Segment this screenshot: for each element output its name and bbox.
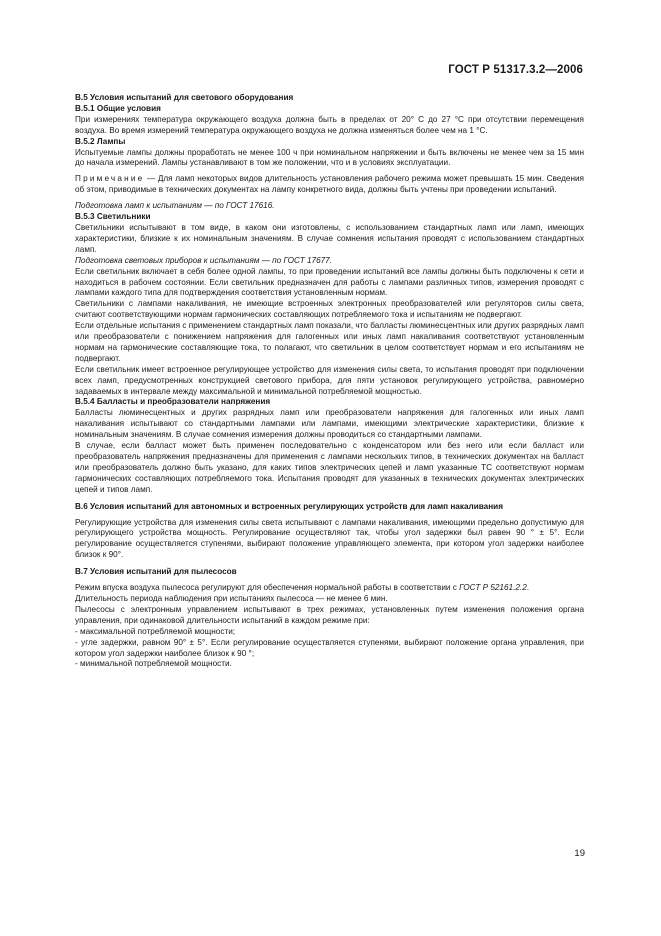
paragraph: Пылесосы с электронным управлением испытывают в трех режимах, установленных путем изменения положения органа управления, при одинаковой длительности испытаний в каждом режиме при: — [75, 604, 584, 625]
document-number: ГОСТ Р 51317.3.2—2006 — [448, 64, 583, 76]
paragraph: В случае, если балласт может быть применен последовательно с конденсатором или без него или если балласт или преобразователь напряжения предназначены для применения с лампами нескольких типов, в технических документах на балласт или преобразователь должно быть указано, для каких типов электрических цепей и ламп указанные ТС соответствуют нормам гармонических составляющих потребляемого тока. Испытания проводят для указанных в технических документах электрических цепей и типов ламп. — [75, 441, 584, 494]
section-b7-heading: B.7 Условия испытаний для пылесосов — [75, 567, 237, 577]
paragraph: Если светильник включает в себя более одной лампы, то при проведении испытаний все лампы должны быть подключены к сети и находиться в рабочем состоянии. Если светильник предназначен для работы с лампами различных типов, измерения проводят с лампами каждого типа для подтверждения соответствия установленным нормам. — [75, 266, 584, 298]
paragraph: Длительность периода наблюдения при испытаниях пылесоса — не менее 6 мин. — [75, 593, 388, 603]
section-b51-heading: B.5.1 Общие условия — [75, 103, 161, 113]
paragraph: Режим впуска воздуха пылесоса регулируют для обеспечения нормальной работы в соответствии с ГОСТ Р 52161.2.2. — [75, 583, 530, 593]
note-text: — Для ламп некоторых видов длительность установления рабочего режима может превышать 15 мин. Сведения об этом, приводимые в технических документах на лампу конкретного вида, должны быть учтены при проведении испытаний. — [75, 174, 584, 195]
paragraph: Балласты люминесцентных и других разрядных ламп или преобразователи напряжения для галогенных или иных ламп накаливания испытывают со стандартными лампами или лампами, имеющими электрические характеристики, близкие к номинальным значениям. В случае сомнения измерения должны проводиться со стандартными лампами. — [75, 408, 584, 440]
page-number: 19 — [574, 848, 585, 859]
standard-reference: ГОСТ Р 52161.2.2 — [459, 583, 527, 593]
note-label: Примечание — [75, 174, 145, 184]
document-body — [75, 93, 584, 670]
paragraph: Светильники испытывают в том виде, в каком они изготовлены, с использованием стандартных ламп или ламп, имеющих характеристики, близкие к их номинальным значениям. В случае сомнения испытания проводят с использованием стандартных ламп. — [75, 222, 584, 254]
section-b52-heading: B.5.2 Лампы — [75, 136, 126, 146]
luminaire-preparation-note: Подготовка световых приборов к испытаниям — по ГОСТ 17677. — [75, 255, 333, 265]
section-b54-heading: B.5.4 Балласты и преобразователи напряжения — [75, 397, 271, 407]
list-item: - минимальной потребляемой мощности. — [75, 659, 232, 669]
lamp-preparation-note: Подготовка ламп к испытаниям — по ГОСТ 17616. — [75, 201, 275, 211]
paragraph: Если светильник имеет встроенное регулирующее устройство для изменения силы света, то испытания проводят при подключении всех ламп, предусмотренных конструкцией светового прибора, для пяти установок регулирующего устройства, равномерно задаваемых в интервале между максимальной и минимальной потребляемой мощностью. — [75, 364, 584, 396]
paragraph: Регулирующие устройства для изменения силы света испытывают с лампами накаливания, имеющими предельно допустимую для регулирующего устройства мощность. Регулирование осуществляют так, чтобы угол задержки был равен 90 ° ± 5°. Если регулирование осуществляется ступенями, выбирают положение управляющего элемента, при котором угол задержки наиболее близок к 90°. — [75, 517, 584, 560]
paragraph: При измерениях температура окружающего воздуха должна быть в пределах от 20° С до 27 °С при отсутствии перемещения воздуха. Во время измерений температура окружающего воздуха не должна изменяться более чем на 1 °С. — [75, 114, 584, 135]
note-paragraph — [75, 174, 584, 196]
section-b53-heading: B.5.3 Светильники — [75, 212, 151, 222]
paragraph: Испытуемые лампы должны проработать не менее 100 ч при номинальном напряжении и быть включены не менее чем за 15 мин до начала измерений. Лампы устанавливают в том же положении, что и в условиях эксплуатации. — [75, 147, 584, 168]
list-item: - угле задержки, равном 90° ± 5°. Если регулирование осуществляется ступенями, выбирают положение органа управления, при котором угол задержки наиболее близок к 90 °; — [75, 637, 584, 658]
paragraph: Если отдельные испытания с применением стандартных ламп показали, что балласты люминесцентных или других разрядных ламп или преобразователи с понижением напряжения для галогенных или иных ламп накаливания соответствуют установленным нормам на гармонические составляющие тока, то полагают, что светильник в целом соответствует нормам и его испытаниям не подвергают. — [75, 321, 584, 363]
section-b5-heading: B.5 Условия испытаний для светового оборудования — [75, 93, 294, 102]
list-item: - максимальной потребляемой мощности; — [75, 626, 236, 636]
paragraph: Светильники с лампами накаливания, не имеющие встроенных электронных преобразователей или регуляторов силы света, считают соответствующими нормам гармонических составляющих потребляемого тока и испытаниям не подвергают. — [75, 299, 584, 320]
section-b6-heading: B.6 Условия испытаний для автономных и встроенных регулирующих устройств для ламп накаливания — [75, 501, 503, 511]
